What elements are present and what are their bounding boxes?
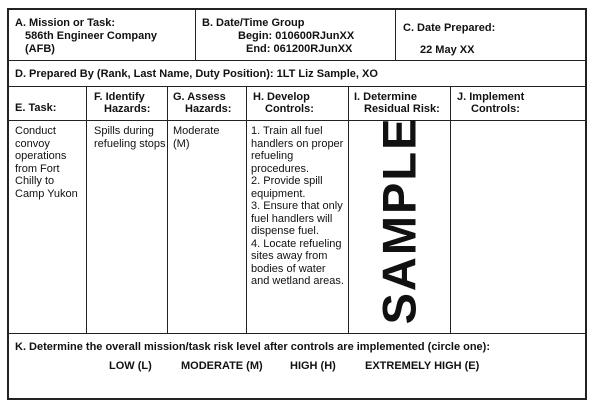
divider-row-3 xyxy=(9,120,585,121)
end-dtg: End: 061200RJunXX xyxy=(246,43,353,55)
divider-col-ef xyxy=(86,86,87,333)
column-h-header-1: H. Develop xyxy=(253,91,310,103)
control-item: 1. Train all fuel handlers on proper refueling procedures. xyxy=(251,125,344,175)
column-e-header: E. Task: xyxy=(15,102,57,114)
sample-watermark xyxy=(364,116,434,325)
divider-col-gh xyxy=(246,86,247,333)
task-description: Conduct convoy operations from Fort Chilly to Camp Yukon xyxy=(15,125,78,200)
divider-col-hi xyxy=(348,86,349,333)
hazard-description: Spills during refueling stops xyxy=(94,125,166,150)
column-j-header-2: Controls: xyxy=(471,103,520,115)
controls-list xyxy=(251,125,345,288)
mission-unit-code: (AFB) xyxy=(25,43,55,55)
section-b-label: B. Date/Time Group xyxy=(202,17,305,29)
divider-col-fg xyxy=(167,86,168,333)
sample-watermark-text: SAMPLE xyxy=(372,116,426,325)
column-g-header-2: Hazards: xyxy=(185,103,232,115)
divider-row-1 xyxy=(9,60,585,61)
divider-col-ab xyxy=(195,10,196,60)
control-item: 2. Provide spill equipment. xyxy=(251,175,323,200)
risk-option-moderate[interactable]: MODERATE (M) xyxy=(181,360,263,372)
divider-row-4 xyxy=(9,333,585,334)
section-k-label: K. Determine the overall mission/task risk level after controls are implemented (circle one): xyxy=(15,341,491,353)
column-h-header-2: Controls: xyxy=(265,103,314,115)
section-a-label: A. Mission or Task: xyxy=(15,17,116,29)
risk-option-high[interactable]: HIGH (H) xyxy=(290,360,336,372)
column-i-header-1: I. Determine xyxy=(354,91,417,103)
prepared-by: D. Prepared By (Rank, Last Name, Duty Position): 1LT Liz Sample, XO xyxy=(15,68,378,80)
hazard-assessment-code: (M) xyxy=(173,138,190,150)
risk-option-low[interactable]: LOW (L) xyxy=(109,360,152,372)
date-prepared: 22 May XX xyxy=(420,44,475,56)
column-i-header-2: Residual Risk: xyxy=(364,103,440,115)
column-f-header-1: F. Identify xyxy=(94,91,145,103)
control-item: 3. Ensure that only fuel handlers will dispense fuel. xyxy=(251,200,343,237)
mission-unit: 586th Engineer Company xyxy=(25,30,158,42)
begin-dtg: Begin: 010600RJunXX xyxy=(238,30,355,42)
divider-col-ij xyxy=(450,86,451,333)
hazard-assessment: Moderate xyxy=(173,125,220,137)
column-g-header-1: G. Assess xyxy=(173,91,226,103)
divider-col-bc xyxy=(395,10,396,60)
section-c-label: C. Date Prepared: xyxy=(403,22,496,34)
column-j-header-1: J. Implement xyxy=(457,91,525,103)
control-item: 4. Locate refueling sites away from bodies of water and wetland areas. xyxy=(251,237,344,287)
divider-row-2 xyxy=(9,86,585,87)
column-f-header-2: Hazards: xyxy=(104,103,151,115)
risk-assessment-form xyxy=(7,8,587,400)
risk-option-extremely-high[interactable]: EXTREMELY HIGH (E) xyxy=(365,360,480,372)
